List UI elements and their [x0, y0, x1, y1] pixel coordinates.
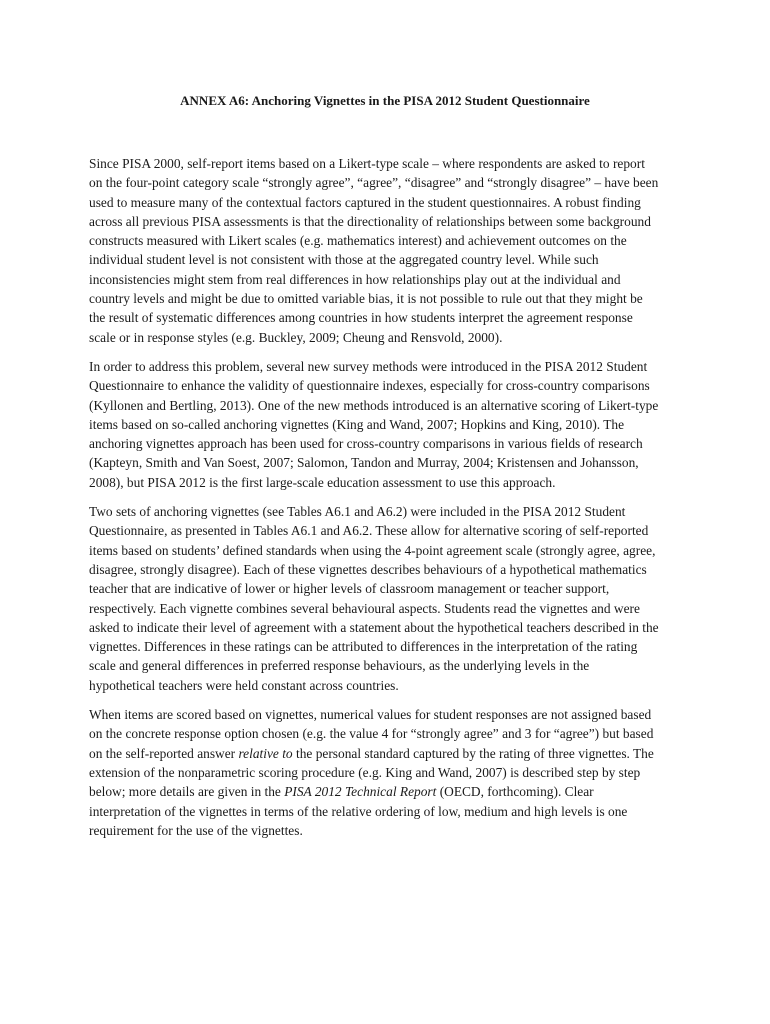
paragraph-line: Two sets of anchoring vignettes (see Tables A6.1 and A6.2) were included in the PISA 2012 Student: [89, 504, 626, 520]
paragraph-2: [89, 357, 689, 492]
paragraph-line: asked to indicate their level of agreement with a statement about the hypothetical teachers described in the: [89, 619, 659, 635]
text-run: on the self-reported answer: [89, 745, 239, 761]
paragraph-line: scale or in response styles (e.g. Buckley, 2009; Cheung and Rensvold, 2000).: [89, 329, 503, 345]
paragraph-line: Questionnaire, as presented in Tables A6.1 and A6.2. These allow for alternative scoring of self-reported: [89, 523, 649, 539]
text-run: (OECD, forthcoming). Clear: [436, 784, 594, 800]
paragraph-line: teacher that are indicative of lower or higher levels of classroom management or teacher support,: [89, 581, 610, 597]
paragraph-line: country levels and might be due to omitted variable bias, it is not possible to rule out that they might be: [89, 291, 643, 307]
paragraph-line: [89, 744, 689, 763]
emphasis-relative-to: relative to: [238, 745, 293, 761]
paragraph-line: Questionnaire to enhance the validity of questionnaire indexes, especially for cross-country comparisons: [89, 378, 650, 394]
paragraph-line: scale and general differences in preferred response behaviours, as the underlying levels in the: [89, 658, 590, 674]
paragraph-line: interpretation of the vignettes in terms of the relative ordering of low, medium and high levels is one: [89, 803, 628, 819]
text-run: below; more details are given in the: [89, 784, 285, 800]
paragraph-line: on the four-point category scale “strongly agree”, “agree”, “disagree” and “strongly disagree” – have been: [89, 175, 659, 191]
paragraph-line: [89, 782, 689, 801]
paragraph-line: In order to address this problem, several new survey methods were introduced in the PISA 2012 Student: [89, 358, 648, 374]
paragraph-4: [89, 705, 689, 840]
paragraph-line: vignettes. Differences in these ratings can be attributed to differences in the interpretation of the rating: [89, 639, 638, 655]
paragraph-line: across all previous PISA assessments is that the directionality of relationships between some background: [89, 213, 651, 229]
paragraph-1: [89, 154, 689, 347]
document-body: [89, 154, 689, 850]
paragraph-line: When items are scored based on vignettes, numerical values for student responses are not assigned based: [89, 707, 652, 723]
paragraph-line: inconsistencies might stem from real differences in how relationships play out at the individual and: [89, 271, 621, 287]
paragraph-line: (Kyllonen and Bertling, 2013). One of the new methods introduced is an alternative scoring of Likert-type: [89, 397, 659, 413]
paragraph-line: extension of the nonparametric scoring procedure (e.g. King and Wand, 2007) is described step by step: [89, 764, 641, 780]
report-title-emphasis: PISA 2012 Technical Report: [284, 784, 437, 800]
paragraph-line: the result of systematic differences among countries in how students interpret the agreement response: [89, 310, 633, 326]
paragraph-line: hypothetical teachers were held constant across countries.: [89, 677, 399, 693]
paragraph-line: respectively. Each vignette combines several behavioural aspects. Students read the vignettes and were: [89, 600, 640, 616]
text-run: the personal standard captured by the rating of three vignettes. The: [292, 745, 654, 761]
paragraph-line: requirement for the use of the vignettes.: [89, 822, 303, 838]
paragraph-line: items based on so-called anchoring vignettes (King and Wand, 2007; Hopkins and King, 2010). The: [89, 416, 625, 432]
paragraph-line: constructs measured with Likert scales (e.g. mathematics interest) and achievement outcomes on the: [89, 233, 627, 249]
document-title: ANNEX A6: Anchoring Vignettes in the PISA 2012 Student Questionnaire: [180, 93, 590, 108]
paragraph-line: anchoring vignettes approach has been used for cross-country comparisons in various fields of research: [89, 436, 643, 452]
paragraph-line: on the concrete response option chosen (e.g. the value 4 for “strongly agree” and 3 for “agree”) but based: [89, 726, 654, 742]
paragraph-line: (Kapteyn, Smith and Van Soest, 2007; Salomon, Tandon and Murray, 2004; Kristensen and Johansson,: [89, 455, 639, 471]
paragraph-line: disagree, strongly disagree). Each of these vignettes describes behaviours of a hypothetical mathematics: [89, 561, 647, 577]
paragraph-line: items based on students’ defined standards when using the 4-point agreement scale (strongly agree, agree,: [89, 542, 656, 558]
paragraph-line: individual student level is not consistent with those at the aggregated country level. While such: [89, 252, 599, 268]
paragraph-line: Since PISA 2000, self-report items based on a Likert-type scale – where respondents are asked to report: [89, 156, 645, 171]
paragraph-line: 2008), but PISA 2012 is the first large-scale education assessment to use this approach.: [89, 474, 556, 490]
paragraph-line: used to measure many of the contextual factors captured in the student questionnaires. A robust finding: [89, 194, 641, 210]
paragraph-3: [89, 502, 689, 695]
